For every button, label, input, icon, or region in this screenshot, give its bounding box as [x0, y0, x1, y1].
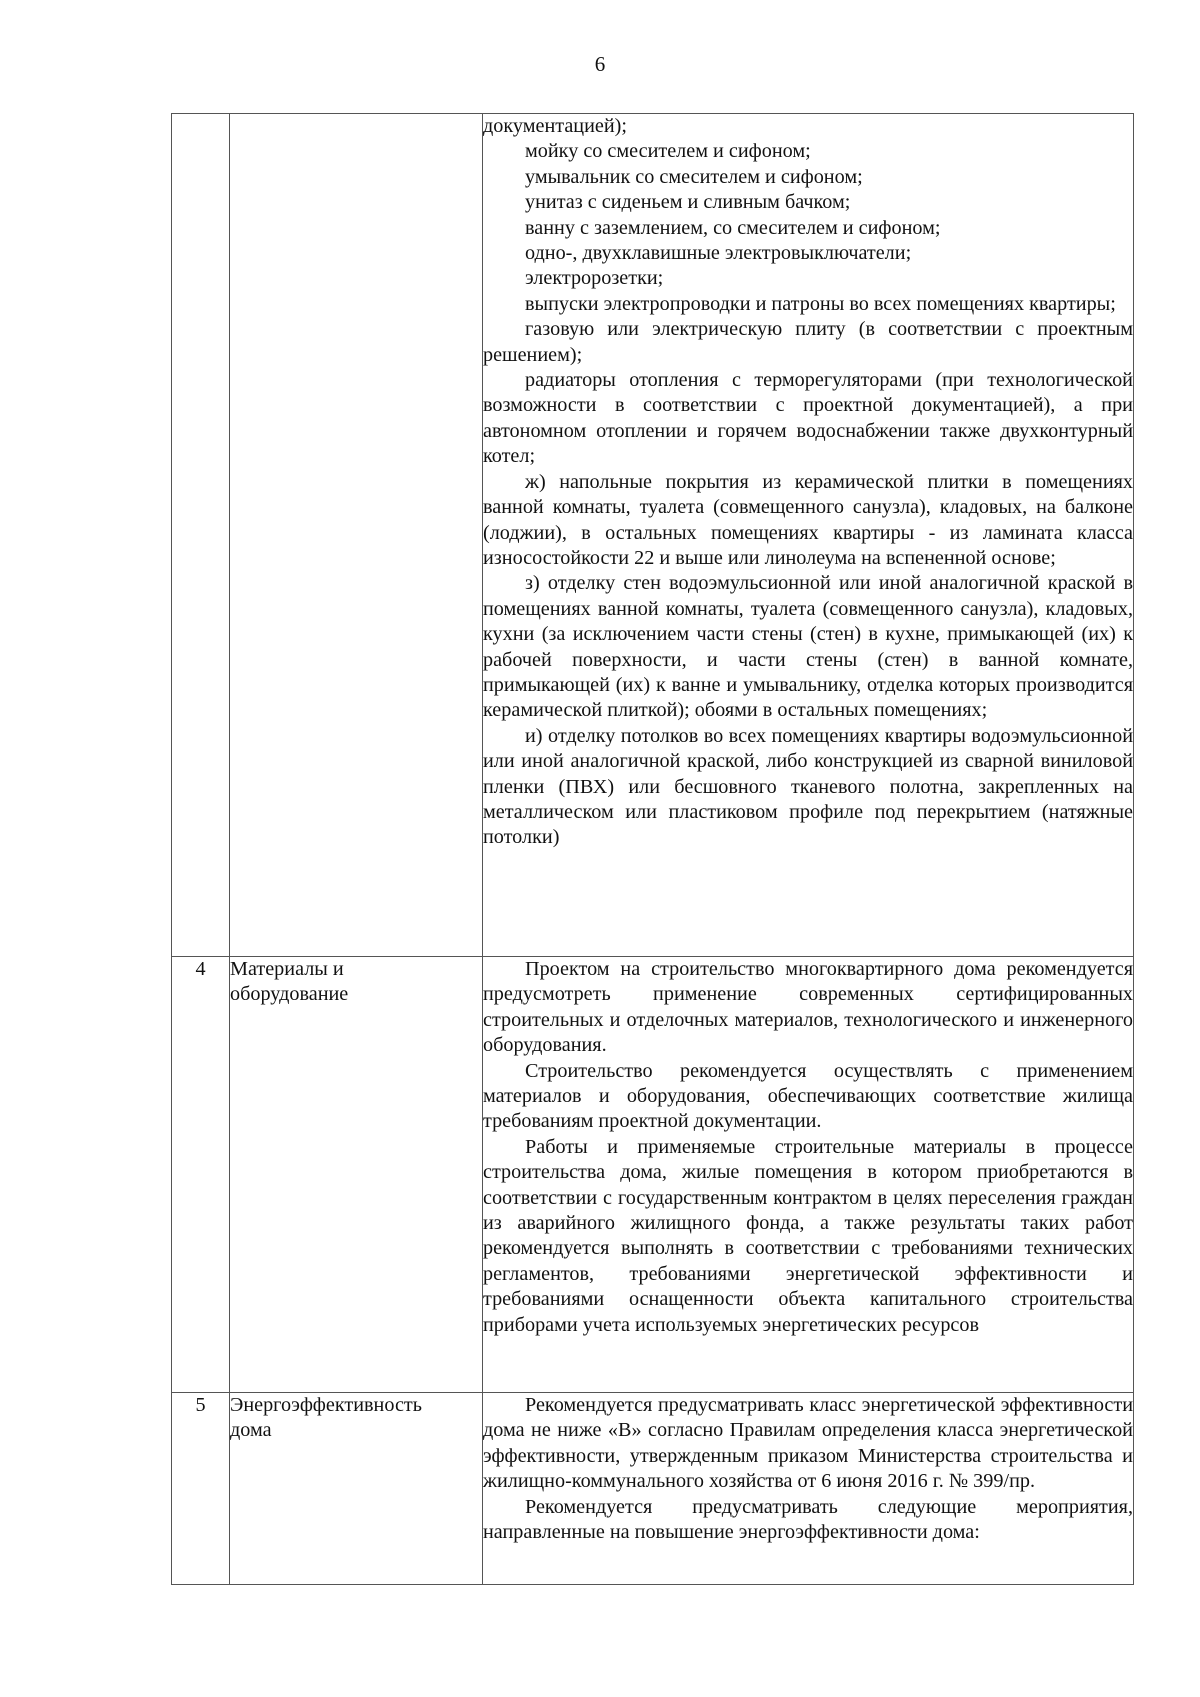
- paragraph: выпуски электропроводки и патроны во всех помещениях квартиры;: [525, 292, 1116, 315]
- page-number: 6: [594, 52, 606, 76]
- paragraph: умывальник со смесителем и сифоном;: [525, 165, 863, 188]
- paragraph: Рекомендуется предусматривать следующие мероприятия, направленные на повышение энергоэффективности дома:: [483, 1495, 1133, 1544]
- table-row: [172, 1393, 1134, 1585]
- paragraph: Работы и применяемые строительные материалы в процессе строительства дома, жилые помещения в котором приобретаются в соответствии с государственным контрактом в целях переселения граждан из аварийного жилищного фонда, а также результаты таких работ рекомендуется выполнять в соответствии с требованиями технических регламентов, требованиями энергетической эффективности и требованиями оснащенности объекта капитального строительства приборами учета используемых энергетических ресурсов: [483, 1135, 1133, 1336]
- paragraph: унитаз с сиденьем и сливным бачком;: [525, 191, 851, 214]
- paragraph: газовую или электрическую плиту (в соответствии с проектным решением);: [483, 318, 1133, 366]
- paragraph: ванну с заземлением, со смесителем и сифоном;: [525, 216, 941, 239]
- row-name-cell: [230, 114, 483, 957]
- paragraph: документацией);: [483, 115, 627, 137]
- row-number-cell: [172, 114, 230, 957]
- row-number-cell: 4: [172, 957, 230, 1393]
- paragraph: электророзетки;: [525, 267, 664, 290]
- paragraph: ж) напольные покрытия из керамической плитки в помещениях ванной комнаты, туалета (совмещенного санузла), кладовых, на балконе (лоджии), в остальных помещениях квартиры - из ламината класса износостойкости 22 и выше или линолеума на вспененной основе;: [483, 470, 1133, 569]
- paragraph: з) отделку стен водоэмульсионной или иной аналогичной краской в помещениях ванной комнаты, туалета (совмещенного санузла), кладовых, кухни (за исключением части стены (стен) в кухне, примыкающей (их) к рабочей поверхности, и части стены (стен) в ванной комнате, примыкающей (их) к ванне и умывальнику, отделка которых производится керамической плиткой); обоями в остальных помещениях;: [483, 572, 1133, 722]
- paragraph: Строительство рекомендуется осуществлять с применением материалов и оборудования, обеспечивающих соответствие жилища требованиям проектной документации.: [483, 1059, 1133, 1133]
- paragraph: радиаторы отопления с терморегуляторами (при технологической возможности в соответствии с проектной документацией), а при автономном отоплении и горячем водоснабжении также двухконтурный котел;: [483, 369, 1133, 468]
- row-name-cell: [230, 957, 483, 1393]
- row-name-cell: [230, 1393, 483, 1585]
- row-number-cell: 5: [172, 1393, 230, 1585]
- paragraph: Проектом на строительство многоквартирного дома рекомендуется предусмотреть применение современных сертифицированных строительных и отделочных материалов, технологического и инженерного оборудования.: [483, 958, 1133, 1057]
- row-text-cell: [483, 114, 1134, 957]
- row-text-cell: [483, 1393, 1134, 1585]
- row-text-cell: [483, 957, 1134, 1393]
- row-name-line: дома: [230, 1419, 272, 1442]
- row-name-line: Энергоэффективность: [230, 1394, 422, 1416]
- table-row: [172, 957, 1134, 1393]
- paragraph: одно-, двухклавишные электровыключатели;: [525, 242, 912, 265]
- requirements-table: [171, 113, 1134, 1585]
- row-name-line: Материалы и: [230, 958, 344, 980]
- paragraph: Рекомендуется предусматривать класс энергетической эффективности дома не ниже «B» согласно Правилам определения класса энергетической эффективности, утвержденным приказом Министерства строительства и жилищно-коммунального хозяйства от 6 июня 2016 г. № 399/пр.: [483, 1394, 1133, 1493]
- table-row: [172, 114, 1134, 957]
- paragraph: мойку со смесителем и сифоном;: [525, 140, 811, 163]
- row-name-line: оборудование: [230, 983, 349, 1006]
- paragraph: и) отделку потолков во всех помещениях квартиры водоэмульсионной или иной аналогичной краской, либо конструкцией из сварной виниловой пленки (ПВХ) или бесшовного тканевого полотна, закрепленных на металлическом или пластиковом профиле под перекрытием (натяжные потолки): [483, 724, 1133, 849]
